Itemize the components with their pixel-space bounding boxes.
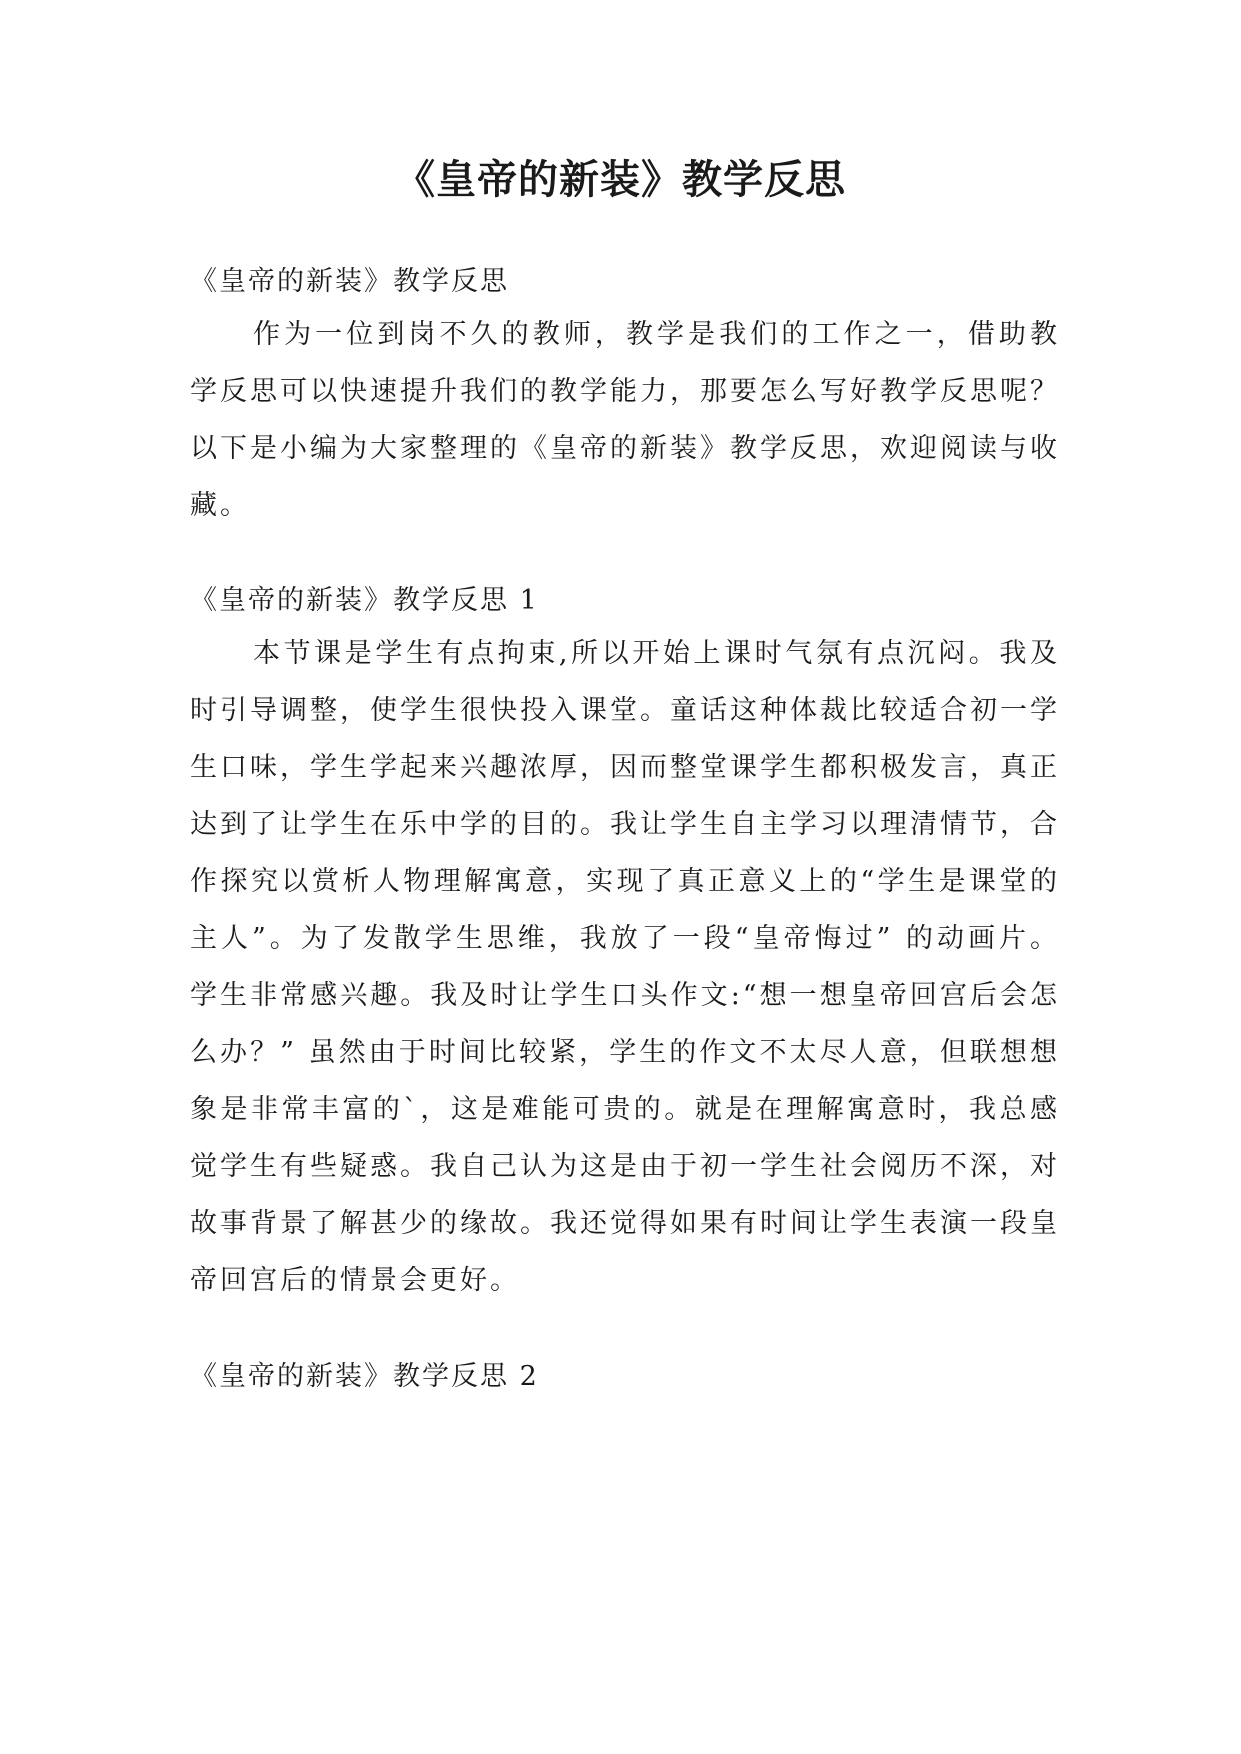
document-title: 《皇帝的新装》教学反思 xyxy=(395,157,846,203)
section-paragraph-intro: 作为一位到岗不久的教师，教学是我们的工作之一，借助教学反思可以快速提升我们的教学能力，那要怎么写好教学反思呢？以下是小编为大家整理的《皇帝的新装》教学反思，欢迎阅读与收藏。 xyxy=(190,319,1060,521)
section-heading-1: 《皇帝的新装》教学反思 1 xyxy=(190,585,539,616)
section-heading-2: 《皇帝的新装》教学反思 2 xyxy=(190,1361,539,1392)
section-heading-intro: 《皇帝的新装》教学反思 xyxy=(190,266,509,297)
section-paragraph-1: 本节课是学生有点拘束,所以开始上课时气氛有点沉闷。我及时引导调整，使学生很快投入课堂。童话这种体裁比较适合初一学生口味，学生学起来兴趣浓厚，因而整堂课学生都积极发言，真正达到了让学生在乐中学的目的。我让学生自主学习以理清情节，合作探究以赏析人物理解寓意，实现了真正意义上的“学生是课堂的主人”。为了发散学生思维，我放了一段“皇帝悔过” 的动画片。学生非常感兴趣。我及时让学生口头作文:“想一想皇帝回宫后会怎么办？” 虽然由于时间比较紧，学生的作文不太尽人意，但联想想象是非常丰富的`，这是难能可贵的。就是在理解寓意时，我总感觉学生有些疑惑。我自己认为这是由于初一学生社会阅历不深，对故事背景了解甚少的缘故。我还觉得如果有时间让学生表演一段皇帝回宫后的情景会更好。 xyxy=(190,638,1060,1296)
